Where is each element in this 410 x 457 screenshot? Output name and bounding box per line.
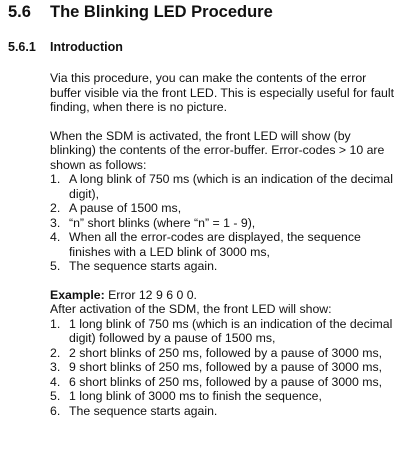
list-item-number: 5 . <box>50 389 60 404</box>
section-number: 5.6 <box>8 3 31 21</box>
list-item-text: 1 long blink of 750 ms (which is an indication of the decimal digit) followed by a pause of 1500 ms, <box>69 316 393 345</box>
list-item-text: The sequence starts again. <box>69 259 218 273</box>
example-line <box>50 288 395 303</box>
intro-paragraph: Via this procedure, you can make the contents of the error buffer visible via the front LED. This is especially useful for fault finding, when there is no picture. <box>50 71 395 114</box>
list-item <box>50 389 395 404</box>
list-item-number: 1 . <box>50 317 60 332</box>
example-value: Error 12 9 6 0 0. <box>104 287 197 302</box>
list-item-number: 4 . <box>50 230 60 245</box>
list-item-text: A pause of 1500 ms, <box>69 201 182 215</box>
list-item-number: 2 . <box>50 346 60 361</box>
list-item-text: A long blink of 750 ms (which is an indication of the decimal digit), <box>69 172 393 201</box>
list-item-number: 4 . <box>50 375 60 390</box>
section-title: The Blinking LED Procedure <box>50 3 273 21</box>
list-item-number: 3 . <box>50 360 60 375</box>
list-item-text: 9 short blinks of 250 ms, followed by a pause of 3000 ms, <box>69 360 383 374</box>
list-item-text: When all the error-codes are displayed, the sequence finishes with a LED blink of 3000 ms, <box>69 230 361 259</box>
list-item-text: 2 short blinks of 250 ms, followed by a pause of 3000 ms, <box>69 345 383 360</box>
list-item-text: “n” short blinks (where “n” = 1 - 9), <box>69 215 256 230</box>
list-item-text: 1 long blink of 3000 ms to finish the sequence, <box>69 389 322 403</box>
subsection-title: Introduction <box>50 40 123 54</box>
example-label: Example: <box>50 287 105 302</box>
list-item <box>50 172 395 201</box>
list-item <box>50 360 395 375</box>
subsection-number: 5.6.1 <box>8 40 36 54</box>
list-item-number: 6 . <box>50 404 60 419</box>
list-item-number: 3 . <box>50 216 60 231</box>
list-item <box>50 201 395 216</box>
list-item-text: The sequence starts again. <box>69 403 218 418</box>
list-item <box>50 230 395 259</box>
list-item-number: 2 . <box>50 201 60 216</box>
example-intro: After activation of the SDM, the front LED will show: <box>50 302 332 316</box>
list-item-text: 6 short blinks of 250 ms, followed by a pause of 3000 ms, <box>69 374 383 389</box>
list-item <box>50 404 395 419</box>
section-body <box>50 71 395 418</box>
error-code-format-list <box>50 172 395 274</box>
list-item <box>50 259 395 274</box>
list-item-number: 1 . <box>50 172 60 187</box>
list-item <box>50 216 395 231</box>
sdm-paragraph: When the SDM is activated, the front LED will show (by blinking) the contents of the error-buffer. Error-codes > 10 are shown as follows: <box>50 128 385 172</box>
list-item-number: 5 . <box>50 259 60 274</box>
subsection-heading <box>8 39 123 55</box>
example-sequence-list <box>50 317 395 419</box>
list-item <box>50 317 395 346</box>
list-item <box>50 346 395 361</box>
section-heading <box>8 2 273 22</box>
list-item <box>50 375 395 390</box>
